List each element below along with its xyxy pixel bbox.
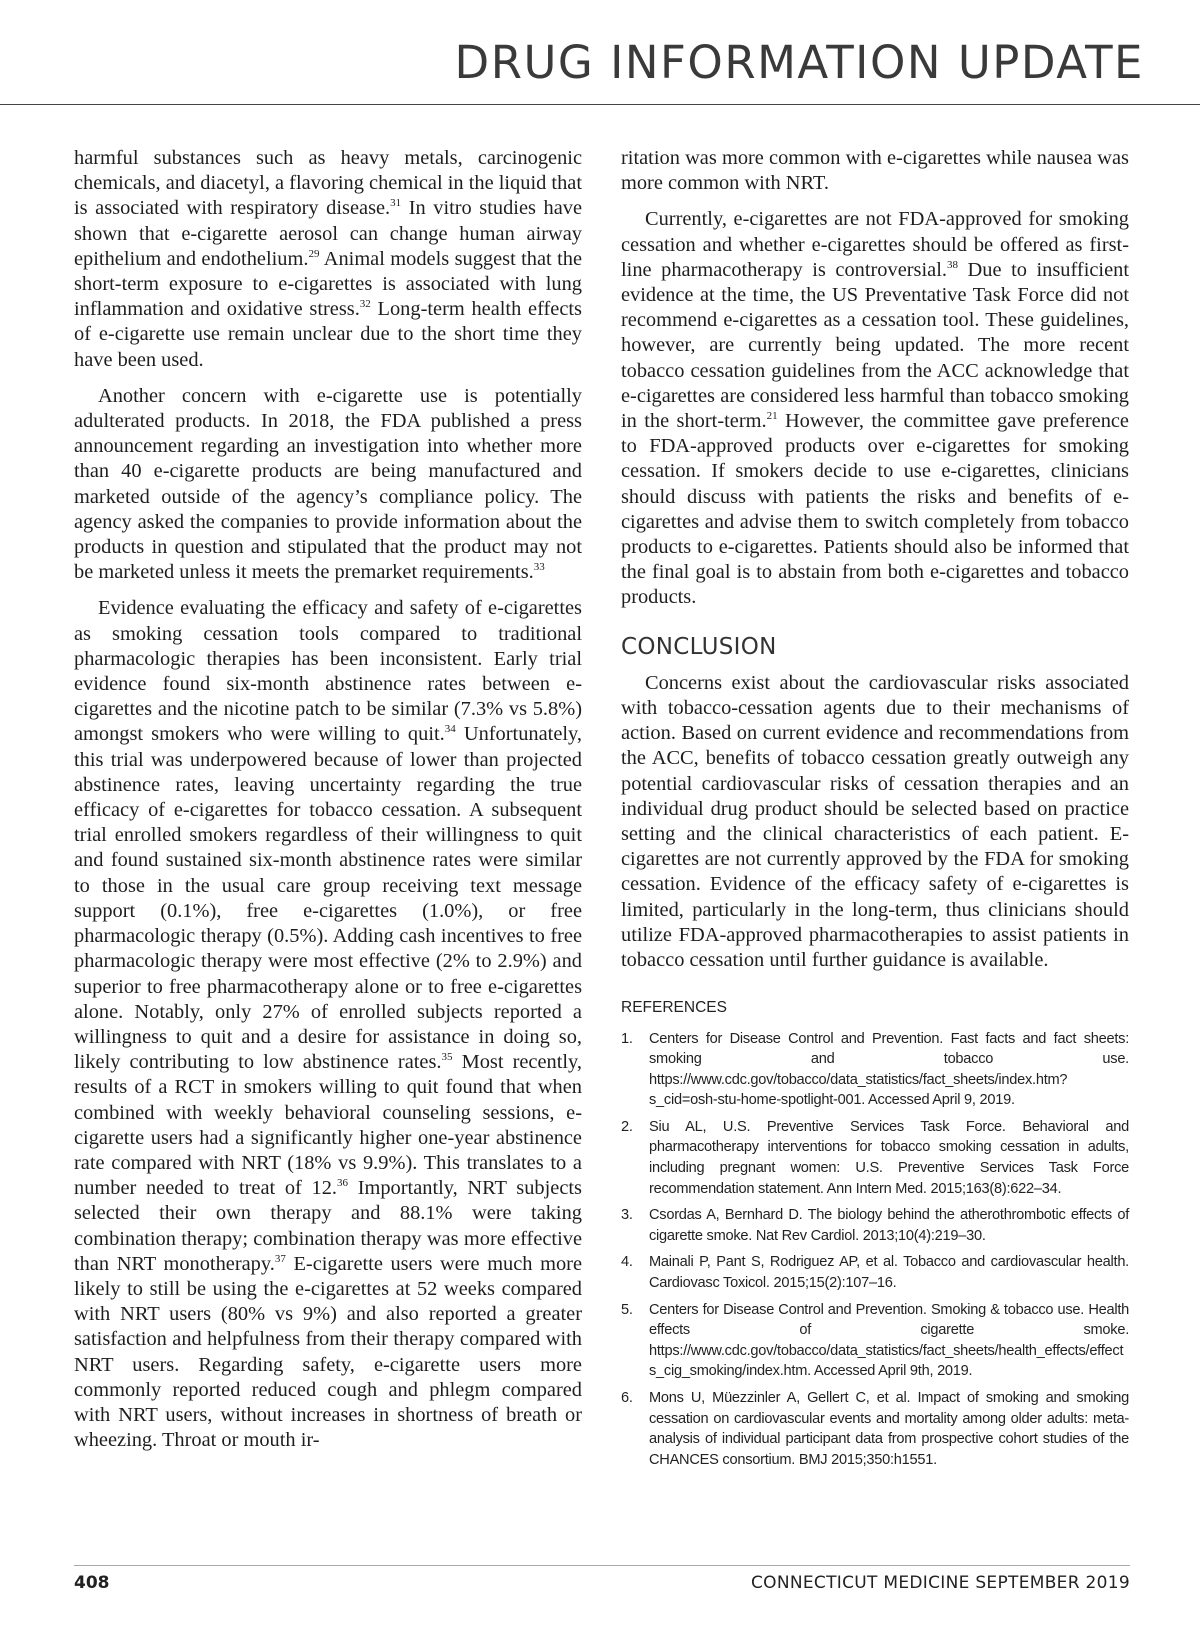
- references-heading: REFERENCES: [621, 999, 727, 1017]
- paragraph-text: Importantly, NRT subjects selected their own therapy and 88.1% were taking combination therapy; combination therapy was more effective than NRT monotherapy.: [74, 1177, 582, 1275]
- conclusion-paragraph: Concerns exist about the cardiovascular risks associated with tobacco-cessation agents due to their mechanisms of action. Based on current evidence and recommendations from the ACC, benefits of tobacco cessation greatly outweigh any potential cardiovascular risks of cessation therapies and an individual drug product should be selected based on practice setting and the clinical characteristics of each patient. E-cigarettes are not currently approved by the FDA for smoking cessation. Evidence of the efficacy safety of e-cigarettes is limited, particularly in the long-term, thus clinicians should utilize FDA-approved pharmacotherapies to assist patients in tobacco cessation until further guidance is available.: [621, 671, 1129, 972]
- citation-marker: 38: [946, 259, 958, 272]
- reference-number: 6.: [621, 1390, 633, 1406]
- reference-text: Mons U, Müezzinler A, Gellert C, et al. Impact of smoking and smoking cessation on cardiovascular events and mortality among older adults: meta-analysis of individual participant data from prospective cohort studies of the CHANCES consortium. BMJ 2015;350:h1551.: [649, 1390, 1129, 1468]
- paragraph-text: harmful substances such as heavy metals, carcinogenic chemicals, and diacetyl, a flavoring chemical in the liquid that is associated with respiratory disease.: [74, 147, 582, 220]
- reference-text: Centers for Disease Control and Prevention. Smoking & tobacco use. Health effects of cigarette smoke. https://www.cdc.gov/tobacco/data_statistics/fact_sheets/health_effects/effects_cig_smoking/index.htm. Accessed April 9th, 2019.: [649, 1301, 1129, 1380]
- reference-item: [621, 1300, 1129, 1382]
- paragraph-text: Long-term health effects of e-cigarette use remain unclear due to the short time they have been used.: [74, 298, 582, 371]
- body-paragraph: [74, 146, 582, 373]
- paragraph-text: In vitro studies have shown that e-cigarette aerosol can change human airway epithelium and endothelium.: [74, 197, 582, 270]
- header-title: DRUG INFORMATION UPDATE: [454, 36, 1144, 89]
- paragraph-text: Currently, e-cigarettes are not FDA-approved for smoking cessation and whether e-cigarettes should be offered as first-line pharmacotherapy is controversial.: [621, 208, 1129, 281]
- reference-text: Siu AL, U.S. Preventive Services Task Force. Behavioral and pharmacotherapy interventions for tobacco smoking cessation in adults, including pregnant women: U.S. Preventive Services Task Force recommendation statement. Ann Intern Med. 2015;163(8):622–34.: [649, 1118, 1129, 1197]
- paragraph-text: Evidence evaluating the efficacy and safety of e-cigarettes as smoking cessation tools compared to traditional pharmacologic therapies has been inconsistent. Early trial evidence found six-month abstinence rates between e-cigarettes and the nicotine patch to be similar (7.3% vs 5.8%) amongst smokers who were willing to quit.: [74, 597, 582, 746]
- citation-marker: 36: [337, 1177, 349, 1190]
- reference-item: [621, 1117, 1129, 1199]
- conclusion-heading: CONCLUSION: [621, 633, 777, 660]
- left-column: [74, 146, 582, 1464]
- paragraph-text: Most recently, results of a RCT in smokers willing to quit found that when combined with weekly behavioral counseling sessions, e-cigarette users had a significantly higher one-year abstinence rate compared with NRT (18% vs 9.9%). This translates to a number needed to treat of 12.: [74, 1051, 583, 1200]
- page-header: [0, 0, 1200, 105]
- citation-marker: 33: [533, 561, 545, 574]
- citation-marker: 31: [390, 197, 402, 210]
- body-paragraph: [74, 596, 582, 1453]
- reference-number: 2.: [621, 1118, 633, 1135]
- paragraph-text: Animal models suggest that the short-term exposure to e-cigarettes is associated with lung inflammation and oxidative stress.: [74, 247, 583, 321]
- citation-marker: 32: [359, 298, 371, 311]
- paragraph-text: However, the committee gave preference to FDA-approved products over e-cigarettes for smoking cessation. If smokers decide to use e-cigarettes, clinicians should discuss with patients the risks and benefits of e-cigarettes and advise them to switch completely from tobacco products to e-cigarettes. Patients should also be informed that the final goal is to abstain from both e-cigarettes and tobacco products.: [621, 410, 1129, 609]
- reference-number: 3.: [621, 1207, 633, 1224]
- references-list: [621, 1029, 1129, 1471]
- body-paragraph: [74, 384, 582, 586]
- citation-marker: 37: [274, 1252, 286, 1265]
- citation-marker: 21: [766, 410, 778, 423]
- paragraph-text: Due to insufficient evidence at the time, the US Preventative Task Force did not recommend e-cigarettes as a cessation tool. These guidelines, however, are currently being updated. The more recent tobacco cessation guidelines from the ACC acknowledge that e-cigarettes are considered less harmful than tobacco smoking in the short-term.: [621, 258, 1130, 433]
- reference-number: 1.: [621, 1030, 633, 1047]
- journal-issue: CONNECTICUT MEDICINE SEPTEMBER 2019: [750, 1573, 1130, 1593]
- paragraph-text: Another concern with e-cigarette use is potentially adulterated products. In 2018, the FDA published a press announcement regarding an investigation into whether more than 40 e-cigarette products are being manufactured and marketed outside of the agency’s compliance policy. The agency asked the companies to provide information about the products in question and stipulated that the product may not be marketed unless it meets the premarket requirements.: [74, 384, 582, 584]
- reference-item: [621, 1205, 1129, 1246]
- citation-marker: 34: [444, 723, 456, 736]
- citation-marker: 35: [441, 1051, 453, 1064]
- reference-number: 4.: [621, 1254, 633, 1271]
- paragraph-text: Unfortunately, this trial was underpowered because of lower than projected abstinence rates, leaving uncertainty regarding the true efficacy of e-cigarettes for tobacco cessation. A subsequent trial enrolled smokers regardless of their willingness to quit and found sustained six-month abstinence rates were similar to those in the usual care group receiving text message support (0.1%), free e-cigarettes (1.0%), or free pharmacologic therapy (0.5%). Adding cash incentives to free pharmacologic therapy were most effective (2% to 2.9%) and superior to free pharmacotherapy alone or to free e-cigarettes alone. Notably, only 27% of enrolled subjects reported a willingness to quit and a desire for assistance in doing so, likely contributing to low abstinence rates.: [74, 723, 583, 1074]
- reference-text: Mainali P, Pant S, Rodriguez AP, et al. Tobacco and cardiovascular health. Cardiovasc Toxicol. 2015;15(2):107–16.: [649, 1254, 1129, 1292]
- reference-item: [621, 1388, 1129, 1470]
- body-paragraph: ritation was more common with e-cigarettes while nausea was more common with NRT.: [621, 147, 1129, 195]
- reference-text: Centers for Disease Control and Prevention. Fast facts and fact sheets: smoking and tobacco use. https://www.cdc.gov/tobacco/data_statistics/fact_sheets/index.htm?s_cid=osh-stu-home-spotlight-001. Accessed April 9, 2019.: [649, 1030, 1129, 1109]
- right-column: [621, 146, 1129, 1476]
- reference-item: [621, 1252, 1129, 1293]
- page-number: 408: [74, 1573, 110, 1593]
- paragraph-text: E-cigarette users were much more likely to still be using the e-cigarettes at 52 weeks compared with NRT users (80% vs 9%) and also reported a greater satisfaction and helpfulness from their therapy compared with NRT users. Regarding safety, e-cigarette users more commonly reported reduced cough and phlegm compared with NRT users, without increases in shortness of breath or wheezing. Throat or mouth ir-: [74, 1252, 582, 1452]
- page-footer: [74, 1565, 1130, 1593]
- reference-number: 5.: [621, 1301, 633, 1318]
- body-paragraph: [621, 207, 1129, 610]
- reference-item: [621, 1029, 1129, 1111]
- citation-marker: 29: [308, 248, 320, 261]
- reference-text: Csordas A, Bernhard D. The biology behind the atherothrombotic effects of cigarette smoke. Nat Rev Cardiol. 2013;10(4):219–30.: [649, 1207, 1129, 1244]
